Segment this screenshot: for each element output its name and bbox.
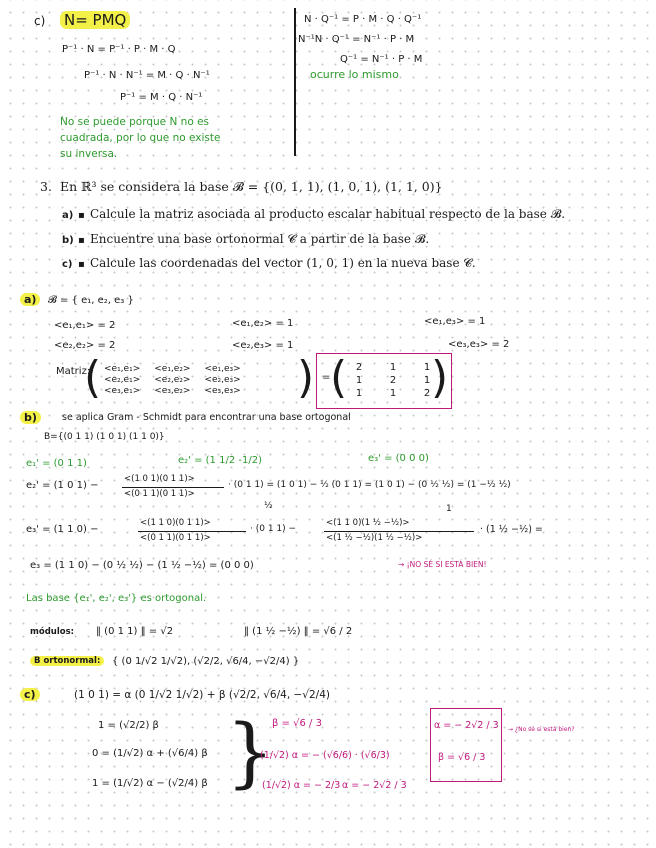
module-2: ‖ (1 ½ −½) ‖ = √6 / 2: [244, 626, 353, 637]
prev-line-2: P⁻¹ · N · N⁻¹ = M · Q · N⁻¹: [84, 70, 210, 81]
column-divider: [294, 8, 296, 156]
part-a-basis: 𝓑 = { e₁, e₂, e₃ }: [48, 295, 134, 306]
calc-e3-fraction-bar: [138, 531, 246, 532]
part-a-label: a): [20, 293, 40, 306]
side-note: → ¿No sé si está bien?: [508, 726, 575, 733]
prev-right-4: ocurre lo mismo: [310, 68, 399, 81]
calc-e3-end: · (1 ½ −½) =: [480, 524, 543, 535]
orthonormal-label: B ortonormal:: [30, 656, 104, 666]
symbolic-matrix: [104, 364, 241, 396]
sym-right-paren: ): [297, 352, 315, 403]
ortho-e3: e₃' = (0 0 0): [368, 453, 429, 464]
solve-step: (1/√2) α = − (√6/6) · (√6/3): [260, 750, 390, 761]
system-brace: }: [226, 707, 275, 796]
calc-e3-num: <(1 1 0)(0 1 1)>: [140, 518, 211, 528]
e3-result-line: e₃ = (1 1 0) − (0 ½ ½) − (1 ½ −½) = (0 0 0): [30, 560, 254, 571]
orthogonal-statement: Las base {e₁', e₂', e₃'} es ortogonal.: [26, 593, 207, 604]
numeric-matrix-cell: 1: [389, 362, 397, 373]
solve-step-2: (1/√2) α = − 2/3: [262, 780, 341, 791]
symbolic-matrix-cell: <e₃,e₂>: [154, 386, 191, 396]
check-note: → ¡NO SÉ SI ESTÁ BIEN!: [398, 560, 487, 569]
part-b-intro: se aplica Gram - Schmidt para encontrar una base ortogonal: [62, 412, 351, 423]
calc-e3-num2: <(1 1 0)(1 ½ −½)>: [326, 518, 410, 528]
half-note: ½: [264, 501, 273, 511]
symbolic-matrix-cell: <e₁,e₂>: [154, 364, 191, 374]
numeric-matrix-cell: 2: [389, 375, 397, 386]
part-c-label: c): [20, 688, 40, 701]
product-e2e3: <e₂,e₃> = 1: [232, 340, 294, 351]
calc-e2-fraction-bar: [122, 487, 224, 488]
numeric-matrix-cell: 2: [423, 388, 431, 399]
one-note: 1: [446, 504, 452, 514]
prev-note-2: cuadrada, por lo que no existe: [60, 132, 221, 144]
symbolic-matrix-cell: <e₂,e₂>: [154, 375, 191, 385]
system-eq-2: 0 = (1/√2) α + (√6/4) β: [92, 748, 208, 759]
calc-e3-den2: <(1 ½ −½)(1 ½ −½)>: [326, 533, 423, 543]
item-b-text: Encuentre una base ortonormal 𝓒 a partir de la base 𝓑.: [90, 232, 430, 246]
symbolic-matrix-cell: <e₃,e₃>: [204, 386, 241, 396]
result-beta: β = √6 / 3: [438, 752, 486, 763]
symbolic-matrix-cell: <e₂,e₃>: [204, 375, 241, 385]
prev-label: c): [34, 14, 46, 28]
item-a-text: Calcule la matriz asociada al producto escalar habitual respecto de la base 𝓑.: [90, 207, 566, 221]
numeric-matrix-cell: 1: [423, 362, 431, 373]
sym-left-paren: (: [84, 352, 102, 403]
symbolic-matrix-cell: <e₃,e₁>: [104, 386, 141, 396]
coordinate-equation: (1 0 1) = α (0 1/√2 1/√2) + β (√2/2, √6/4, −√2/4): [74, 689, 330, 701]
prev-note-3: su inversa.: [60, 148, 118, 160]
num-left-paren: (: [330, 352, 348, 403]
item-c-bullet: ▪: [78, 259, 85, 270]
item-b-bullet: ▪: [78, 235, 85, 246]
numeric-matrix-cell: 2: [355, 362, 363, 373]
numeric-matrix-cell: 1: [355, 375, 363, 386]
system-eq-1: 1 = (√2/2) β: [98, 720, 159, 731]
calc-e3-mid: · (0 1 1) −: [250, 524, 297, 534]
solve-alpha: α = − 2√2 / 3: [342, 780, 407, 791]
numeric-matrix-cell: 1: [355, 388, 363, 399]
ortho-e2: e₂' = (1 1/2 -1/2): [178, 455, 262, 466]
result-alpha: α = − 2√2 / 3: [434, 720, 499, 731]
calc-e3-start: e₃' = (1 1 0) −: [26, 524, 99, 535]
symbolic-matrix-cell: <e₁,e₃>: [204, 364, 241, 374]
solve-beta: β = √6 / 3: [272, 718, 322, 729]
product-e1e3: <e₁,e₃> = 1: [424, 316, 486, 327]
prev-heading: N= PMQ: [60, 11, 130, 29]
num-right-paren: ): [431, 352, 449, 403]
module-1: ‖ (0 1 1) ‖ = √2: [96, 626, 174, 637]
item-c-text: Calcule las coordenadas del vector (1, 0, 1) en la nueva base 𝓒.: [90, 256, 476, 270]
product-e1e1: <e₁,e₁> = 2: [54, 320, 116, 331]
matrix-label: Matriz:: [56, 366, 91, 377]
system-eq-3: 1 = (1/√2) α − (√2/4) β: [92, 778, 208, 789]
problem-statement: En ℝ³ se considera la base 𝓑 = {(0, 1, 1), (1, 0, 1), (1, 1, 0)}: [60, 179, 443, 194]
prev-line-3: P⁻¹ = M · Q · N⁻¹: [120, 92, 203, 103]
calc-e2-start: e₂' = (1 0 1) −: [26, 480, 99, 491]
prev-line-1: P⁻¹ · N = P⁻¹ · P · M · Q: [62, 44, 176, 55]
part-b-basis: B={(0 1 1) (1 0 1) (1 1 0)}: [44, 432, 165, 442]
item-c-label: c): [62, 259, 73, 270]
prev-note-1: No se puede porque N no es: [60, 116, 210, 128]
product-e3e3: <e₃,e₃> = 2: [448, 339, 510, 350]
numeric-matrix-cell: 1: [389, 388, 397, 399]
item-a-bullet: ▪: [78, 210, 85, 221]
product-e2e2: <e₂,e₂> = 2: [54, 340, 116, 351]
problem-number: 3.: [40, 179, 52, 194]
prev-right-1: N · Q⁻¹ = P · M · Q · Q⁻¹: [304, 14, 422, 25]
orthonormal-basis: { (0 1/√2 1/√2), (√2/2, √6/4, −√2/4) }: [112, 656, 300, 667]
ortho-e1: e₁' = (0 1 1): [26, 458, 87, 469]
modules-label: módulos:: [30, 627, 75, 637]
calc-e2-end: · (0 1 1) = (1 0 1) − ½ (0 1 1) = (1 0 1) − (0 ½ ½) = (1 −½ ½): [228, 480, 511, 490]
prev-right-3: Q⁻¹ = N⁻¹ · P · M: [340, 54, 423, 65]
product-e1e2: <e₁,e₂> = 1: [232, 318, 294, 329]
calc-e2-den: <(0 1 1)(0 1 1)>: [124, 489, 195, 499]
symbolic-matrix-cell: <e₁,e₁>: [104, 364, 141, 374]
prev-right-2: N⁻¹N · Q⁻¹ = N⁻¹ · P · M: [298, 34, 415, 45]
symbolic-matrix-cell: <e₂,e₁>: [104, 375, 141, 385]
matrix-equals: =: [322, 372, 331, 383]
part-b-label: b): [20, 411, 41, 424]
item-a-label: a): [62, 210, 74, 221]
calc-e2-num: <(1 0 1)(0 1 1)>: [124, 474, 195, 484]
item-b-label: b): [62, 235, 74, 246]
numeric-matrix-cell: 1: [423, 375, 431, 386]
numeric-matrix: [352, 362, 434, 399]
calc-e3-den: <(0 1 1)(0 1 1)>: [140, 533, 211, 543]
calc-e3-fraction-bar-2: [324, 531, 474, 532]
